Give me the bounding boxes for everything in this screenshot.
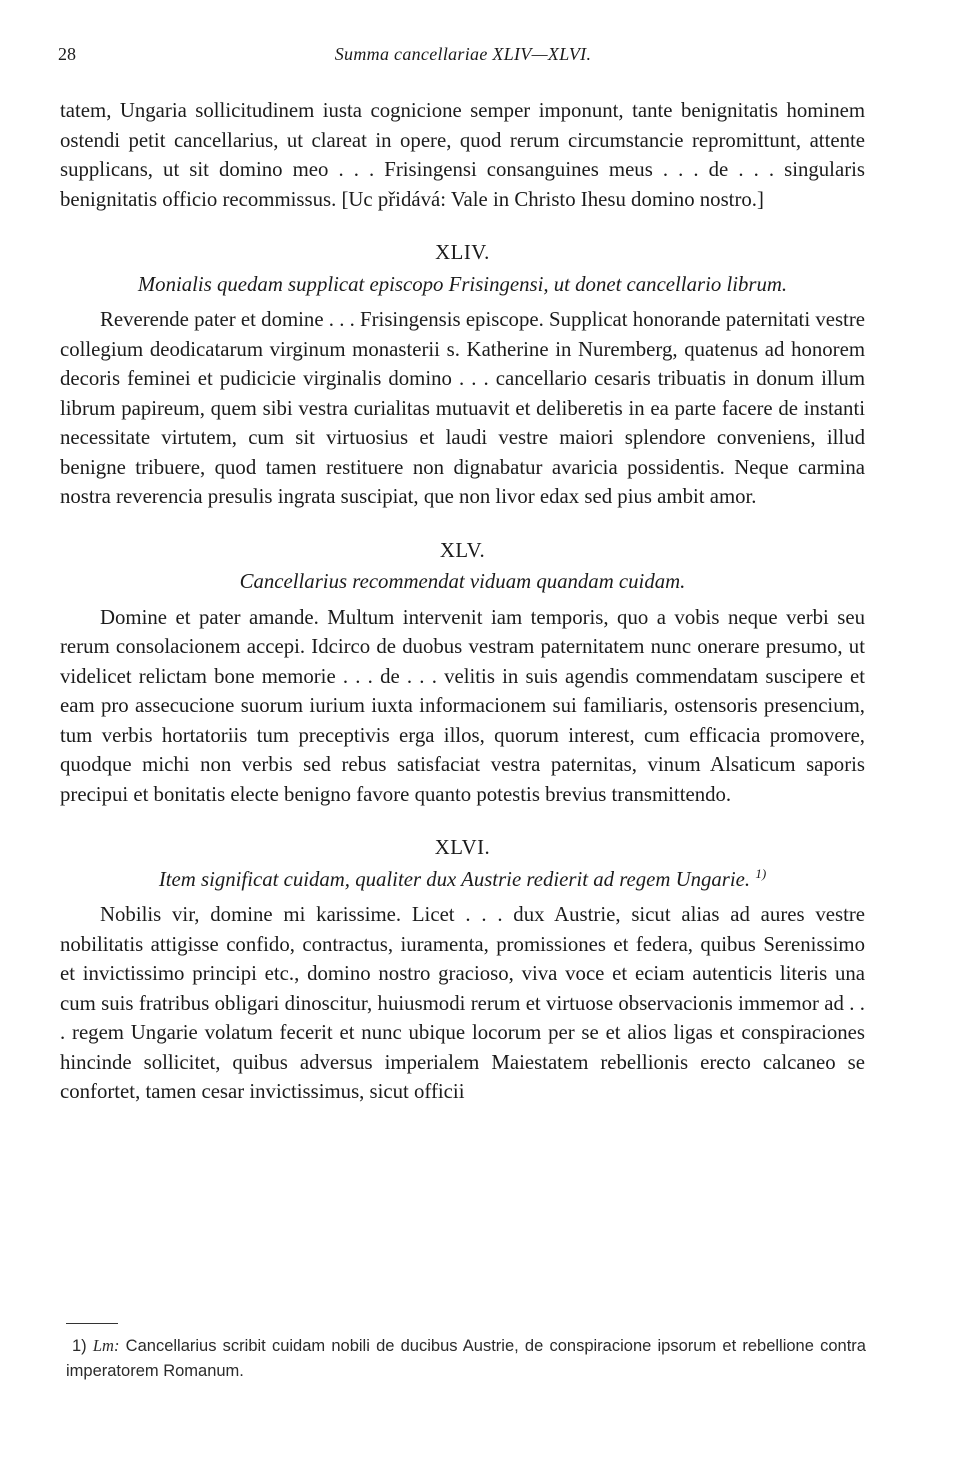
section-number-xlv: XLV.: [439, 538, 486, 562]
section-title-xlvi: [60, 865, 865, 895]
footnote-marker: 1): [72, 1337, 87, 1355]
section-number-xlvi: XLVI.: [434, 836, 491, 859]
running-head: [58, 44, 868, 74]
section-text-xlv: Domine et pater amande. Multum intervenit iam temporis, quo a vobis neque verbi seu rerum consolacionem accepi. Idcirco de duobus vestram paternitatem nunc onerare presumo, ut videlicet relictam bone memorie . . . de . . . velitis in suis agendis commendatam suscipere et eam pro assecucione suorum iurium iuxta informacionem sui familiaris, ostensoris presencium, tum verbis hortatoriis tum preceptivis erga illos, quorum interest, cum efficacia promovere, quodque michi non verbis sed rebus satisfaciat vestra paternitas, vinum Alsaticum saporis precipui et bonitatis electe benigno favore quanto potestis brevius transmittendo.: [60, 605, 865, 806]
footnote-text: Cancellarius scribit cuidam nobili de ducibus Austrie, de conspiracione ipsorum et rebellione contra imperatorem Romanum.: [66, 1337, 866, 1380]
footnote: [66, 1333, 866, 1384]
section-title-xlv: Cancellarius recommendat viduam quandam cuidam.: [239, 570, 686, 593]
section-title-xlvi-text: Item significat cuidam, qualiter dux Austrie redierit ad regem Ungarie.: [158, 867, 751, 891]
body-text: [60, 96, 865, 1107]
section-number-xliv: XLIV.: [435, 241, 490, 264]
running-title: Summa cancellariae XLIV—XLVI.: [334, 44, 592, 64]
page-number: 28: [58, 44, 76, 64]
section-title-xliv: Monialis quedam supplicat episcopo Frisingensi, ut donet cancellario librum.: [137, 272, 788, 296]
section-text-xliv: Reverende pater et domine . . . Frisingensis episcope. Supplicat honorande paternitati vestre collegium deodicatarum virginum monasterii s. Katherine in Nuremberg, quatenus ad honorem decoris feminei et pudicicie virginalis domino . . . cancellario cesaris tribuatis in donum illum librum papireum, quem sibi vestra curialitas mutuavit et deliberetis in ea parte facere de instanti necessitate virtutem, cum sit virtuosius et laudi vestre maiori splendore conveniens, illud benigne tribuere, quod tamen restituere non dignabatur avaricia possidentis. Neque carmina nostra reverencia presulis ingrata suscipiat, que non livor edax sed pius ambit amor.: [60, 308, 865, 508]
section-text-xlvi: Nobilis vir, domine mi karissime. Licet . . . dux Austrie, sicut alias ad aures vestre nobilitatis attigisse confido, contractus, iuramenta, promissiones et federa, quibus Serenissimo et invictissimo principi etc., domino nostro gracioso, viva voce et eciam autenticis literis una cum suis fratribus obligari dinoscitur, huiusmodi rerum et virtuose observacionis immemor ad . . . regem Ungarie volatum fecerit et nunc ubique locorum per se et alios ligas et conspiraciones hincinde sollicitet, quibus adversus imperialem Maiestatem rebellionis erecto calcaneo se confortet, tamen cesar invictissimus, sicut officii: [60, 903, 865, 1103]
footnote-divider: [66, 1323, 118, 1324]
footnote-reference[interactable]: 1): [755, 865, 767, 881]
footnote-siglum: Lm:: [92, 1336, 120, 1355]
intro-paragraph: tatem, Ungaria sollicitudinem iusta cognicione semper imponunt, tante benignitatis hominem ostendi petit cancellarius, ut clareat in opere, quod rerum circumstancie repromittunt, attente supplicans, ut sit domino meo . . . Frisingensi consanguines meus . . . de . . . singularis benignitatis officio recommissus. [Uc přidává: Vale in Christo Ihesu domino nostro.]: [60, 99, 865, 211]
